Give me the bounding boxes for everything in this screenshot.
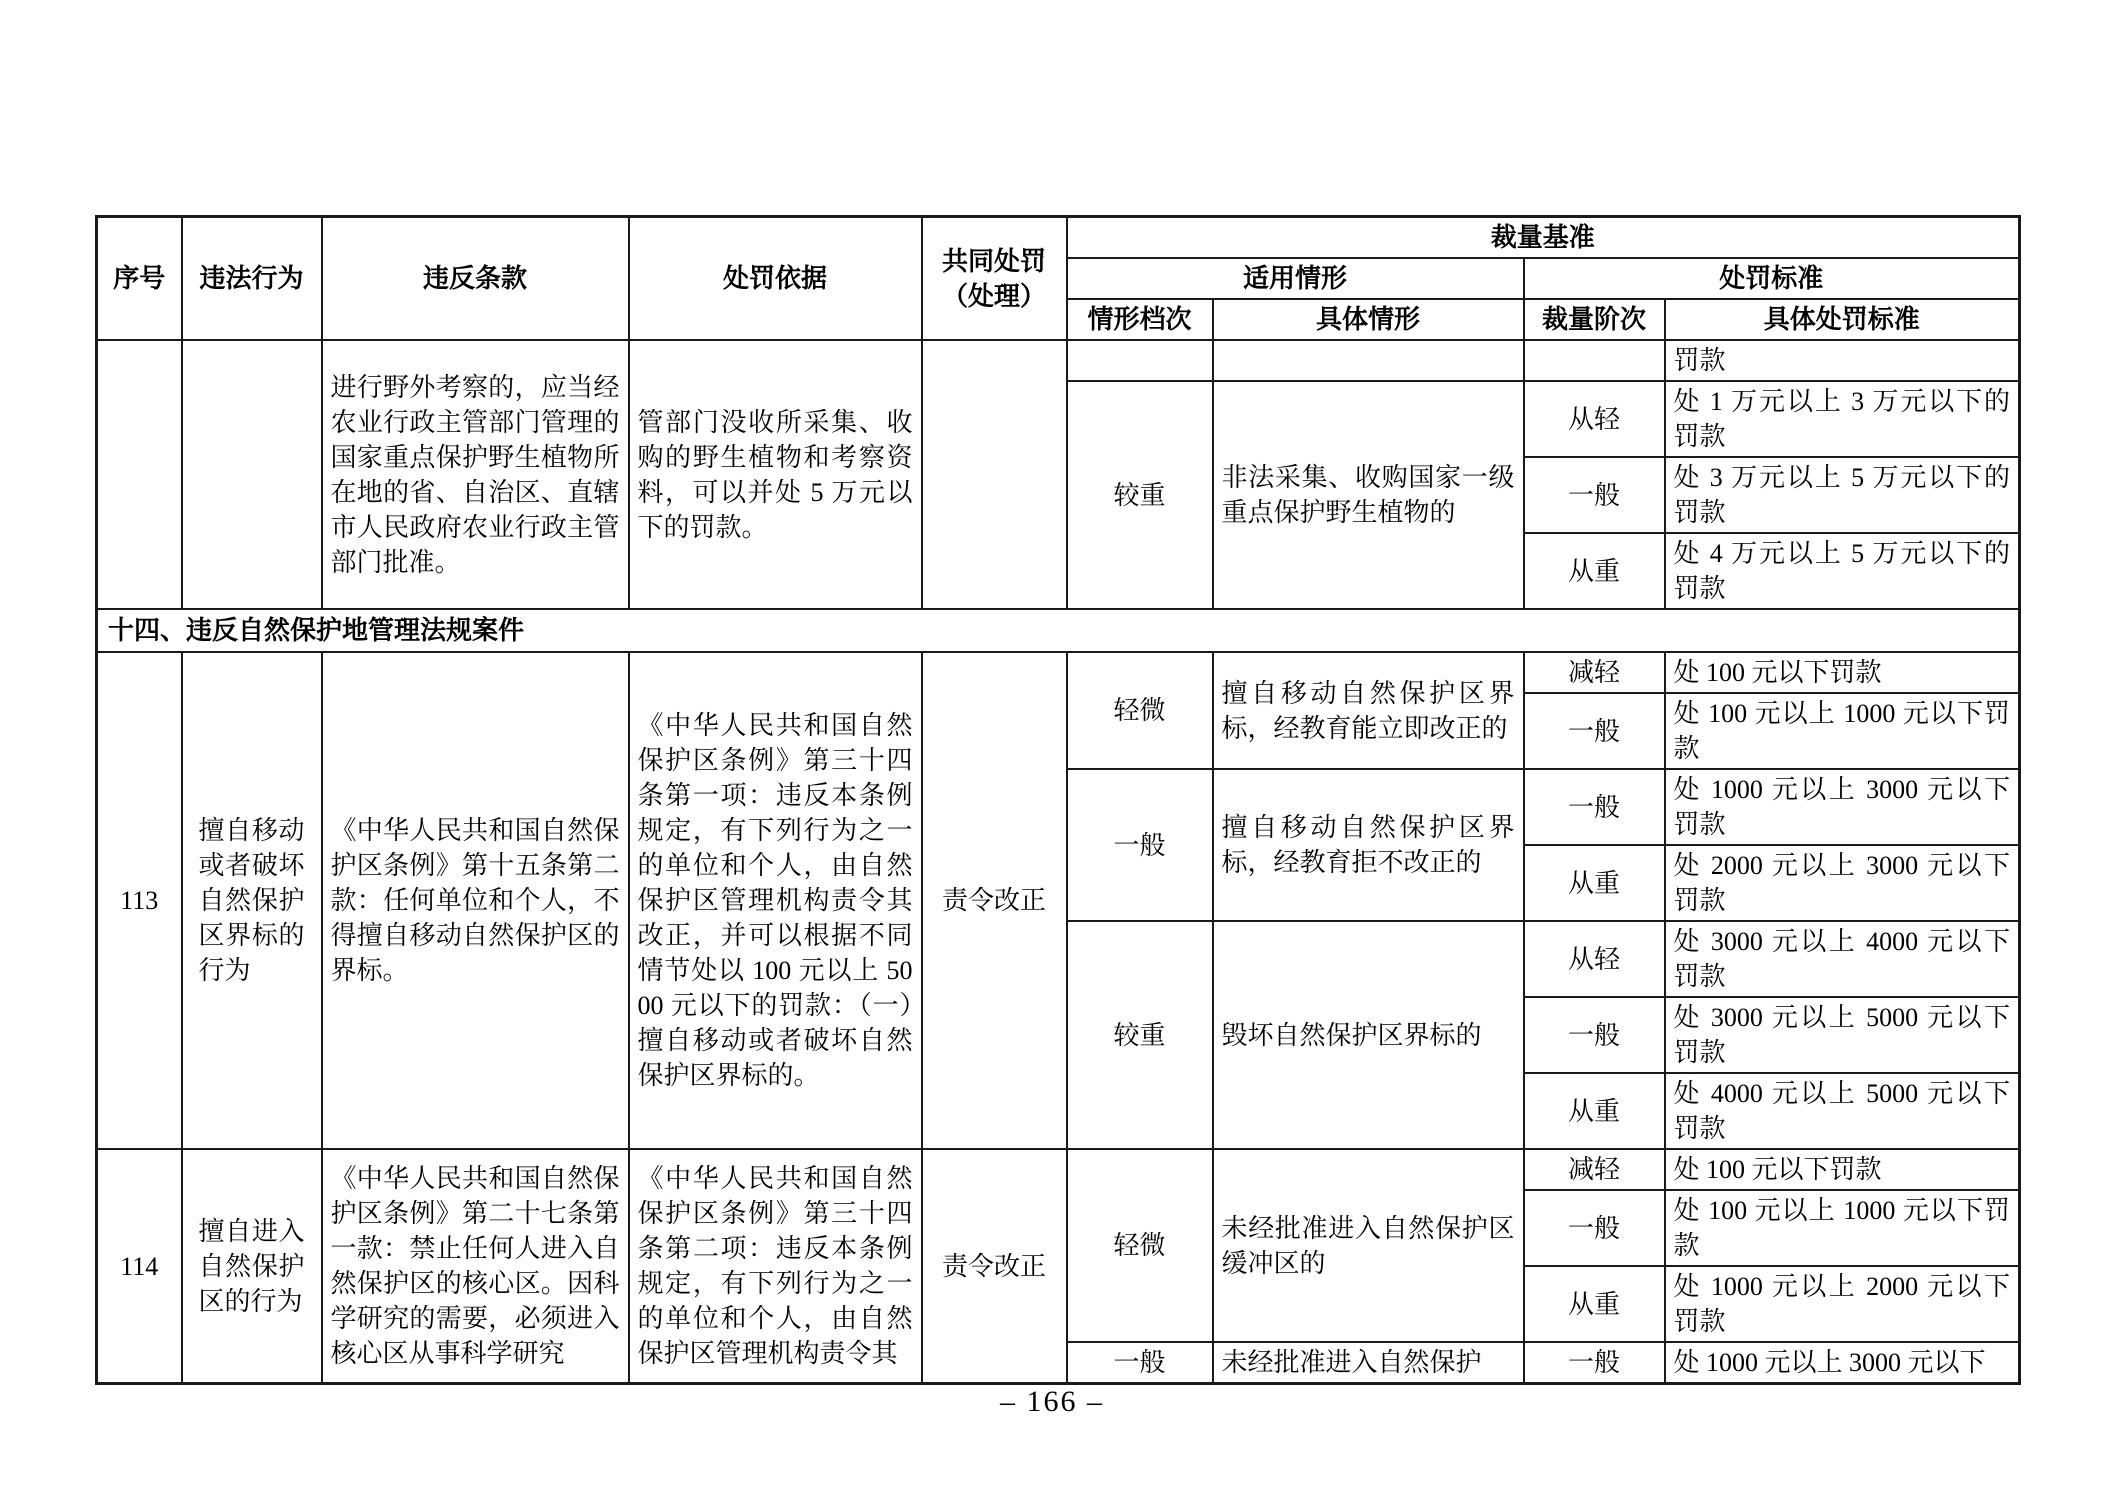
row114-situation-cell: 未经批准进入自然保护 — [1213, 1342, 1524, 1384]
row113-standard-cell: 处 4000 元以上 5000 元以下罚款 — [1665, 1073, 2020, 1149]
row114-basis-cell: 《中华人民共和国自然保护区条例》第三十四条第二项：违反本条例规定，有下列行为之一的单位和个人，由自然保护区管理机构责令其 — [629, 1149, 922, 1384]
carryover-tier-cell: 从重 — [1524, 533, 1665, 609]
header-circumstance-grade: 情形档次 — [1067, 299, 1213, 340]
row113-tier-cell: 从轻 — [1524, 921, 1665, 997]
carryover-tier-cell: 从轻 — [1524, 381, 1665, 457]
row113-grade-cell: 一般 — [1067, 769, 1213, 921]
row114-tier-cell: 一般 — [1524, 1342, 1665, 1384]
header-joint-penalty — [922, 217, 1067, 341]
row113-standard-cell: 处 100 元以下罚款 — [1665, 652, 2020, 693]
header-joint-penalty-line1: 共同处罚 — [941, 246, 1046, 276]
row113-standard-cell: 处 100 元以上 1000 元以下罚款 — [1665, 693, 2020, 769]
row113-grade-cell: 较重 — [1067, 921, 1213, 1149]
header-penalty-basis: 处罚依据 — [629, 217, 922, 341]
carryover-joint-penalty-cell — [922, 340, 1067, 609]
row114-tier-cell: 从重 — [1524, 1266, 1665, 1342]
row113-tier-cell: 从重 — [1524, 1073, 1665, 1149]
carryover-basis-cell: 管部门没收所采集、收购的野生植物和考察资料，可以并处 5 万元以下的罚款。 — [629, 340, 922, 609]
row114-situation-cell: 未经批准进入自然保护区缓冲区的 — [1213, 1149, 1524, 1342]
row113-standard-cell: 处 2000 元以上 3000 元以下罚款 — [1665, 845, 2020, 921]
row113-tier-cell: 一般 — [1524, 693, 1665, 769]
row114-standard-cell: 处 100 元以下罚款 — [1665, 1149, 2020, 1190]
carryover-clause-cell: 进行野外考察的，应当经农业行政主管部门管理的国家重点保护野生植物所在地的省、自治区、直辖市人民政府农业行政主管部门批准。 — [322, 340, 629, 609]
row113-tier-cell: 一般 — [1524, 769, 1665, 845]
carryover-standard-cell: 处 1 万元以上 3 万元以下的罚款 — [1665, 381, 2020, 457]
carryover-standard-cell: 处 3 万元以上 5 万元以下的罚款 — [1665, 457, 2020, 533]
row113-joint-penalty-cell: 责令改正 — [922, 652, 1067, 1149]
header-violated-clause: 违反条款 — [322, 217, 629, 341]
carryover-tier-cell: 一般 — [1524, 457, 1665, 533]
row113-clause-cell: 《中华人民共和国自然保护区条例》第十五条第二款：任何单位和个人，不得擅自移动自然保护区的界标。 — [322, 652, 629, 1149]
carryover-partial-standard-cell: 罚款 — [1665, 340, 2020, 381]
carryover-situation-cell: 非法采集、收购国家一级重点保护野生植物的 — [1213, 381, 1524, 609]
penalty-discretion-table — [95, 215, 2021, 1385]
carryover-behavior-cell — [182, 340, 322, 609]
row114-grade-cell: 轻微 — [1067, 1149, 1213, 1342]
section-header-row: 十四、违反自然保护地管理法规案件 — [97, 609, 2020, 652]
header-discretion-benchmark: 裁量基准 — [1067, 217, 2020, 259]
row114-joint-penalty-cell: 责令改正 — [922, 1149, 1067, 1384]
header-specific-penalty-standard: 具体处罚标准 — [1665, 299, 2020, 340]
row114-standard-cell: 处 1000 元以上 3000 元以下 — [1665, 1342, 2020, 1384]
header-penalty-standard: 处罚标准 — [1524, 258, 2020, 299]
header-serial-number: 序号 — [97, 217, 182, 341]
row114-clause-cell: 《中华人民共和国自然保护区条例》第二十七条第一款：禁止任何人进入自然保护区的核心区。因科学研究的需要，必须进入核心区从事科学研究 — [322, 1149, 629, 1384]
page-number: – 166 – — [1000, 1385, 1104, 1418]
carryover-serial-cell — [97, 340, 182, 609]
row113-situation-cell: 擅自移动自然保护区界标，经教育能立即改正的 — [1213, 652, 1524, 769]
row113-standard-cell: 处 1000 元以上 3000 元以下罚款 — [1665, 769, 2020, 845]
header-illegal-act: 违法行为 — [182, 217, 322, 341]
carryover-situation-empty-cell — [1213, 340, 1524, 381]
header-applicable-circumstances: 适用情形 — [1067, 258, 1524, 299]
row113-grade-cell: 轻微 — [1067, 652, 1213, 769]
row113-tier-cell: 减轻 — [1524, 652, 1665, 693]
carryover-grade-empty-cell — [1067, 340, 1213, 381]
row114-grade-cell: 一般 — [1067, 1342, 1213, 1384]
row113-standard-cell: 处 3000 元以上 4000 元以下罚款 — [1665, 921, 2020, 997]
header-joint-penalty-line2: （处理） — [941, 281, 1046, 311]
row113-situation-cell: 毁坏自然保护区界标的 — [1213, 921, 1524, 1149]
row114-standard-cell: 处 100 元以上 1000 元以下罚款 — [1665, 1190, 2020, 1266]
carryover-standard-cell: 处 4 万元以上 5 万元以下的罚款 — [1665, 533, 2020, 609]
row113-tier-cell: 从重 — [1524, 845, 1665, 921]
row113-tier-cell: 一般 — [1524, 997, 1665, 1073]
header-specific-circumstance: 具体情形 — [1213, 299, 1524, 340]
row114-tier-cell: 一般 — [1524, 1190, 1665, 1266]
row113-basis-cell: 《中华人民共和国自然保护区条例》第三十四条第一项：违反本条例规定，有下列行为之一的单位和个人，由自然保护区管理机构责令其改正，并可以根据不同情节处以 100 元以上 5000 元以下的罚款：（一）擅自移动或者破坏自然保护区界标的。 — [629, 652, 922, 1149]
row113-situation-cell: 擅自移动自然保护区界标，经教育拒不改正的 — [1213, 769, 1524, 921]
carryover-tier-empty-cell — [1524, 340, 1665, 381]
row113-behavior-cell: 擅自移动或者破坏自然保护区界标的行为 — [182, 652, 322, 1149]
row114-tier-cell: 减轻 — [1524, 1149, 1665, 1190]
header-discretion-tier: 裁量阶次 — [1524, 299, 1665, 340]
carryover-grade-cell: 较重 — [1067, 381, 1213, 609]
row114-behavior-cell: 擅自进入自然保护区的行为 — [182, 1149, 322, 1384]
row113-serial-cell: 113 — [97, 652, 182, 1149]
row114-serial-cell: 114 — [97, 1149, 182, 1384]
row114-standard-cell: 处 1000 元以上 2000 元以下罚款 — [1665, 1266, 2020, 1342]
row113-standard-cell: 处 3000 元以上 5000 元以下罚款 — [1665, 997, 2020, 1073]
